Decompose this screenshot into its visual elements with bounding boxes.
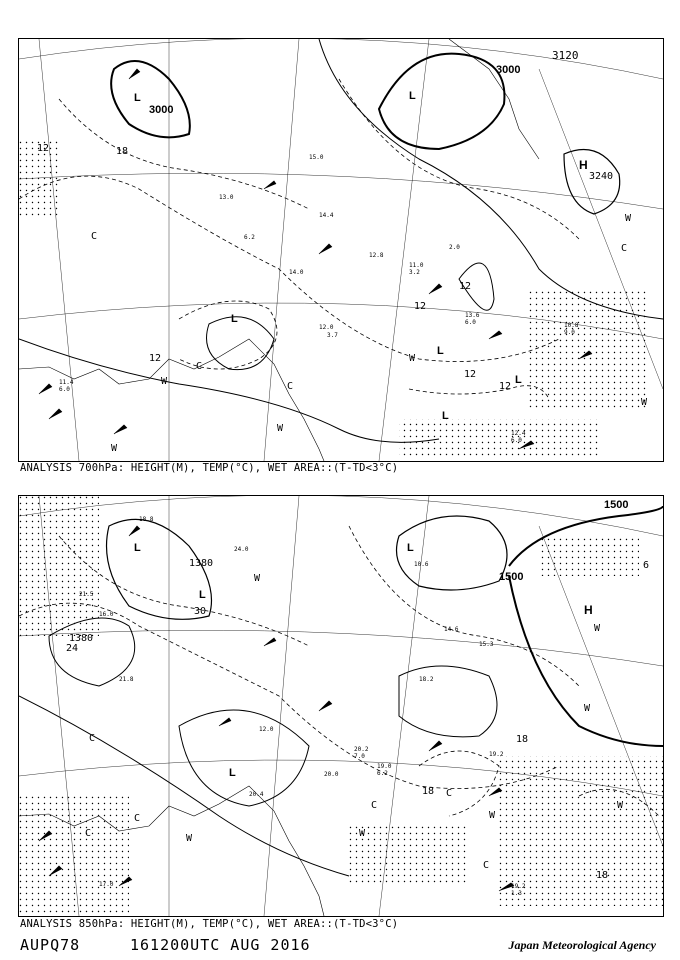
station-value: 3.2 <box>409 269 420 276</box>
temp-label: 6 <box>643 560 650 571</box>
temp-label: 18 <box>116 146 129 157</box>
chart-code: AUPQ78 <box>20 936 81 954</box>
temp-label: 24 <box>66 643 79 654</box>
station-value: 20.2 <box>354 746 369 753</box>
warm-marker: W <box>625 213 632 224</box>
map-panel-850hpa <box>18 495 664 917</box>
warm-marker: W <box>594 623 601 634</box>
station-value: 6.0 <box>511 437 522 444</box>
station-value: 13.6 <box>465 312 480 319</box>
map-700hpa <box>19 39 663 461</box>
temp-label: 30 <box>194 606 207 617</box>
low-center: L <box>442 410 449 422</box>
low-center: L <box>407 542 414 554</box>
station-value: 6.2 <box>377 770 388 777</box>
station-value: 21.5 <box>79 591 94 598</box>
temp-label: 12 <box>459 281 472 292</box>
temp-label: 18 <box>422 786 435 797</box>
station-value: 19.2 <box>511 883 526 890</box>
warm-marker: W <box>584 703 591 714</box>
warm-marker: W <box>409 353 416 364</box>
station-value: 12.0 <box>259 726 274 733</box>
temp-label: 12 <box>37 143 50 154</box>
cold-marker: C <box>287 381 294 392</box>
station-value: 19.0 <box>377 763 392 770</box>
high-center: H <box>579 158 588 172</box>
low-center: L <box>134 542 141 554</box>
station-value: 14.6 <box>444 626 459 633</box>
caption-850hpa: ANALYSIS 850hPa: HEIGHT(M), TEMP(°C), WET AREA::(T-TD<3°C) <box>20 918 399 930</box>
warm-marker: W <box>641 397 648 408</box>
temp-label: 18 <box>516 734 529 745</box>
cold-marker: C <box>483 860 490 871</box>
station-value: 6.2 <box>244 234 255 241</box>
station-value: 20.0 <box>324 771 339 778</box>
low-center: L <box>231 313 238 325</box>
warm-marker: W <box>617 800 624 811</box>
temp-label: 12 <box>414 301 427 312</box>
station-value: 18.2 <box>419 676 434 683</box>
height-label: 3000 <box>496 64 521 76</box>
station-value: 16.0 <box>99 611 114 618</box>
warm-marker: W <box>186 833 193 844</box>
wet-area-stipple <box>19 496 663 916</box>
coastline <box>19 339 324 461</box>
high-center: H <box>584 603 593 617</box>
station-value: 6.0 <box>59 386 70 393</box>
temp-label: 12 <box>464 369 477 380</box>
chart-datetime: 161200UTC AUG 2016 <box>130 936 311 954</box>
height-label: 1500 <box>499 571 524 583</box>
station-value: 19.2 <box>489 751 504 758</box>
wind-barbs <box>39 69 592 449</box>
warm-marker: W <box>254 573 261 584</box>
station-value: 15.0 <box>309 154 324 161</box>
station-value: 1.3 <box>511 890 522 897</box>
cold-marker: C <box>196 361 203 372</box>
height-label: 3000 <box>149 104 174 116</box>
station-value: 12.0 <box>319 324 334 331</box>
cold-marker: C <box>134 813 141 824</box>
low-center: L <box>134 92 141 104</box>
station-value: 12.8 <box>369 252 384 259</box>
station-value: 13.0 <box>219 194 234 201</box>
temp-label: 12 <box>149 353 162 364</box>
low-center: L <box>515 374 522 386</box>
cold-marker: C <box>89 733 96 744</box>
station-value: 17.0 <box>99 881 114 888</box>
caption-700hpa: ANALYSIS 700hPa: HEIGHT(M), TEMP(°C), WET AREA::(T-TD<3°C) <box>20 462 399 474</box>
low-center: L <box>437 345 444 357</box>
temp-label: 18 <box>596 870 609 881</box>
wet-area-stipple <box>19 139 649 459</box>
station-value: 11.0 <box>409 262 424 269</box>
station-value: 11.4 <box>59 379 74 386</box>
height-label: 1380 <box>69 633 94 644</box>
height-label: 1380 <box>189 558 214 569</box>
station-value: 10.6 <box>414 561 429 568</box>
low-center: L <box>229 767 236 779</box>
station-value: 7.0 <box>354 753 365 760</box>
station-value: 2.0 <box>449 244 460 251</box>
low-center: L <box>199 589 206 601</box>
map-panel-700hpa <box>18 38 664 462</box>
cold-marker: C <box>91 231 98 242</box>
station-value: 10.8 <box>564 322 579 329</box>
height-label: 3240 <box>589 171 614 182</box>
agency-name: Japan Meteorological Agency <box>508 938 656 952</box>
cold-marker: C <box>371 800 378 811</box>
station-value: 9.0 <box>564 329 575 336</box>
cold-marker: C <box>446 788 453 799</box>
isotherms <box>19 79 579 399</box>
cold-marker: C <box>85 828 92 839</box>
warm-marker: W <box>489 810 496 821</box>
height-label: 1500 <box>604 499 629 511</box>
station-value: 21.8 <box>119 676 134 683</box>
cold-marker: C <box>621 243 628 254</box>
height-label: 3120 <box>552 49 579 62</box>
warm-marker: W <box>111 443 118 454</box>
map-850hpa <box>19 496 663 916</box>
warm-marker: W <box>277 423 284 434</box>
station-value: 24.0 <box>234 546 249 553</box>
coastline-japan <box>449 39 539 159</box>
warm-marker: W <box>359 828 366 839</box>
station-value: 12.4 <box>511 430 526 437</box>
station-value: 3.7 <box>327 332 338 339</box>
warm-marker: W <box>161 376 168 387</box>
temp-label: 12 <box>499 381 512 392</box>
station-value: 18.8 <box>139 516 154 523</box>
station-value: 14.4 <box>319 212 334 219</box>
station-value: 14.0 <box>289 269 304 276</box>
low-center: L <box>409 90 416 102</box>
station-value: 20.4 <box>249 791 264 798</box>
station-value: 6.0 <box>465 319 476 326</box>
station-value: 15.3 <box>479 641 494 648</box>
